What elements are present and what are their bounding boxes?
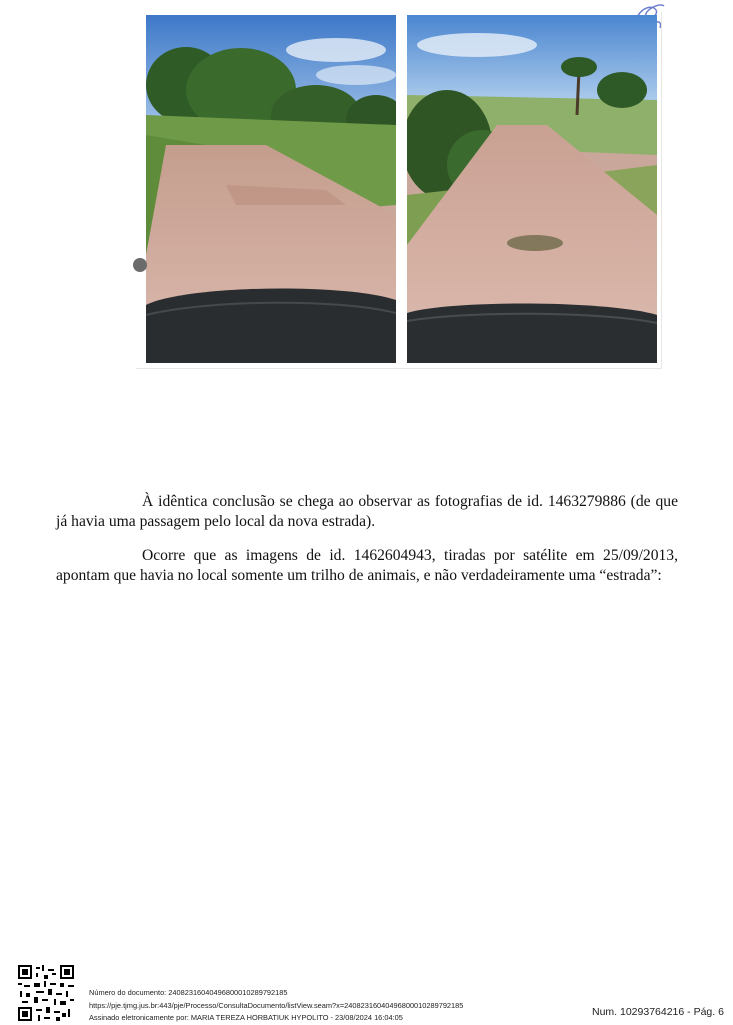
footer-page-number: Num. 10293764216 - Pág. 6 — [592, 1006, 724, 1018]
footer-doc-number: Número do documento: 24082316040496800010289792185 — [89, 988, 288, 997]
dirt-road-photo-right — [407, 15, 657, 363]
paragraph-2-text: Ocorre que as imagens de id. 1462604943, tiradas por satélite em 25/09/2013, apontam que havia no local somente um trilho de animais, e não verdadeiramente uma “estrada”: — [56, 547, 678, 584]
paragraph-1 — [56, 492, 678, 532]
dirt-road-photo-left — [146, 15, 396, 363]
binder-hole — [133, 258, 147, 272]
paragraph-1-text: À idêntica conclusão se chega ao observar as fotografias de id. 1463279886 (de que já havia uma passagem pelo local da nova estrada). — [56, 493, 678, 530]
qr-code-icon[interactable] — [18, 965, 74, 1021]
footer-metadata — [89, 987, 463, 1025]
paragraph-2 — [56, 546, 678, 586]
footer-url-link[interactable]: https://pje.tjmg.jus.br:443/pje/Processo/ConsultaDocumento/listView.seam?x=24082316040496800010289792185 — [89, 1000, 464, 1010]
footer-signed-by: Assinado eletronicamente por: MARIA TEREZA HORBATIUK HYPOLITO - 23/08/2024 16:04:05 — [89, 1013, 403, 1022]
